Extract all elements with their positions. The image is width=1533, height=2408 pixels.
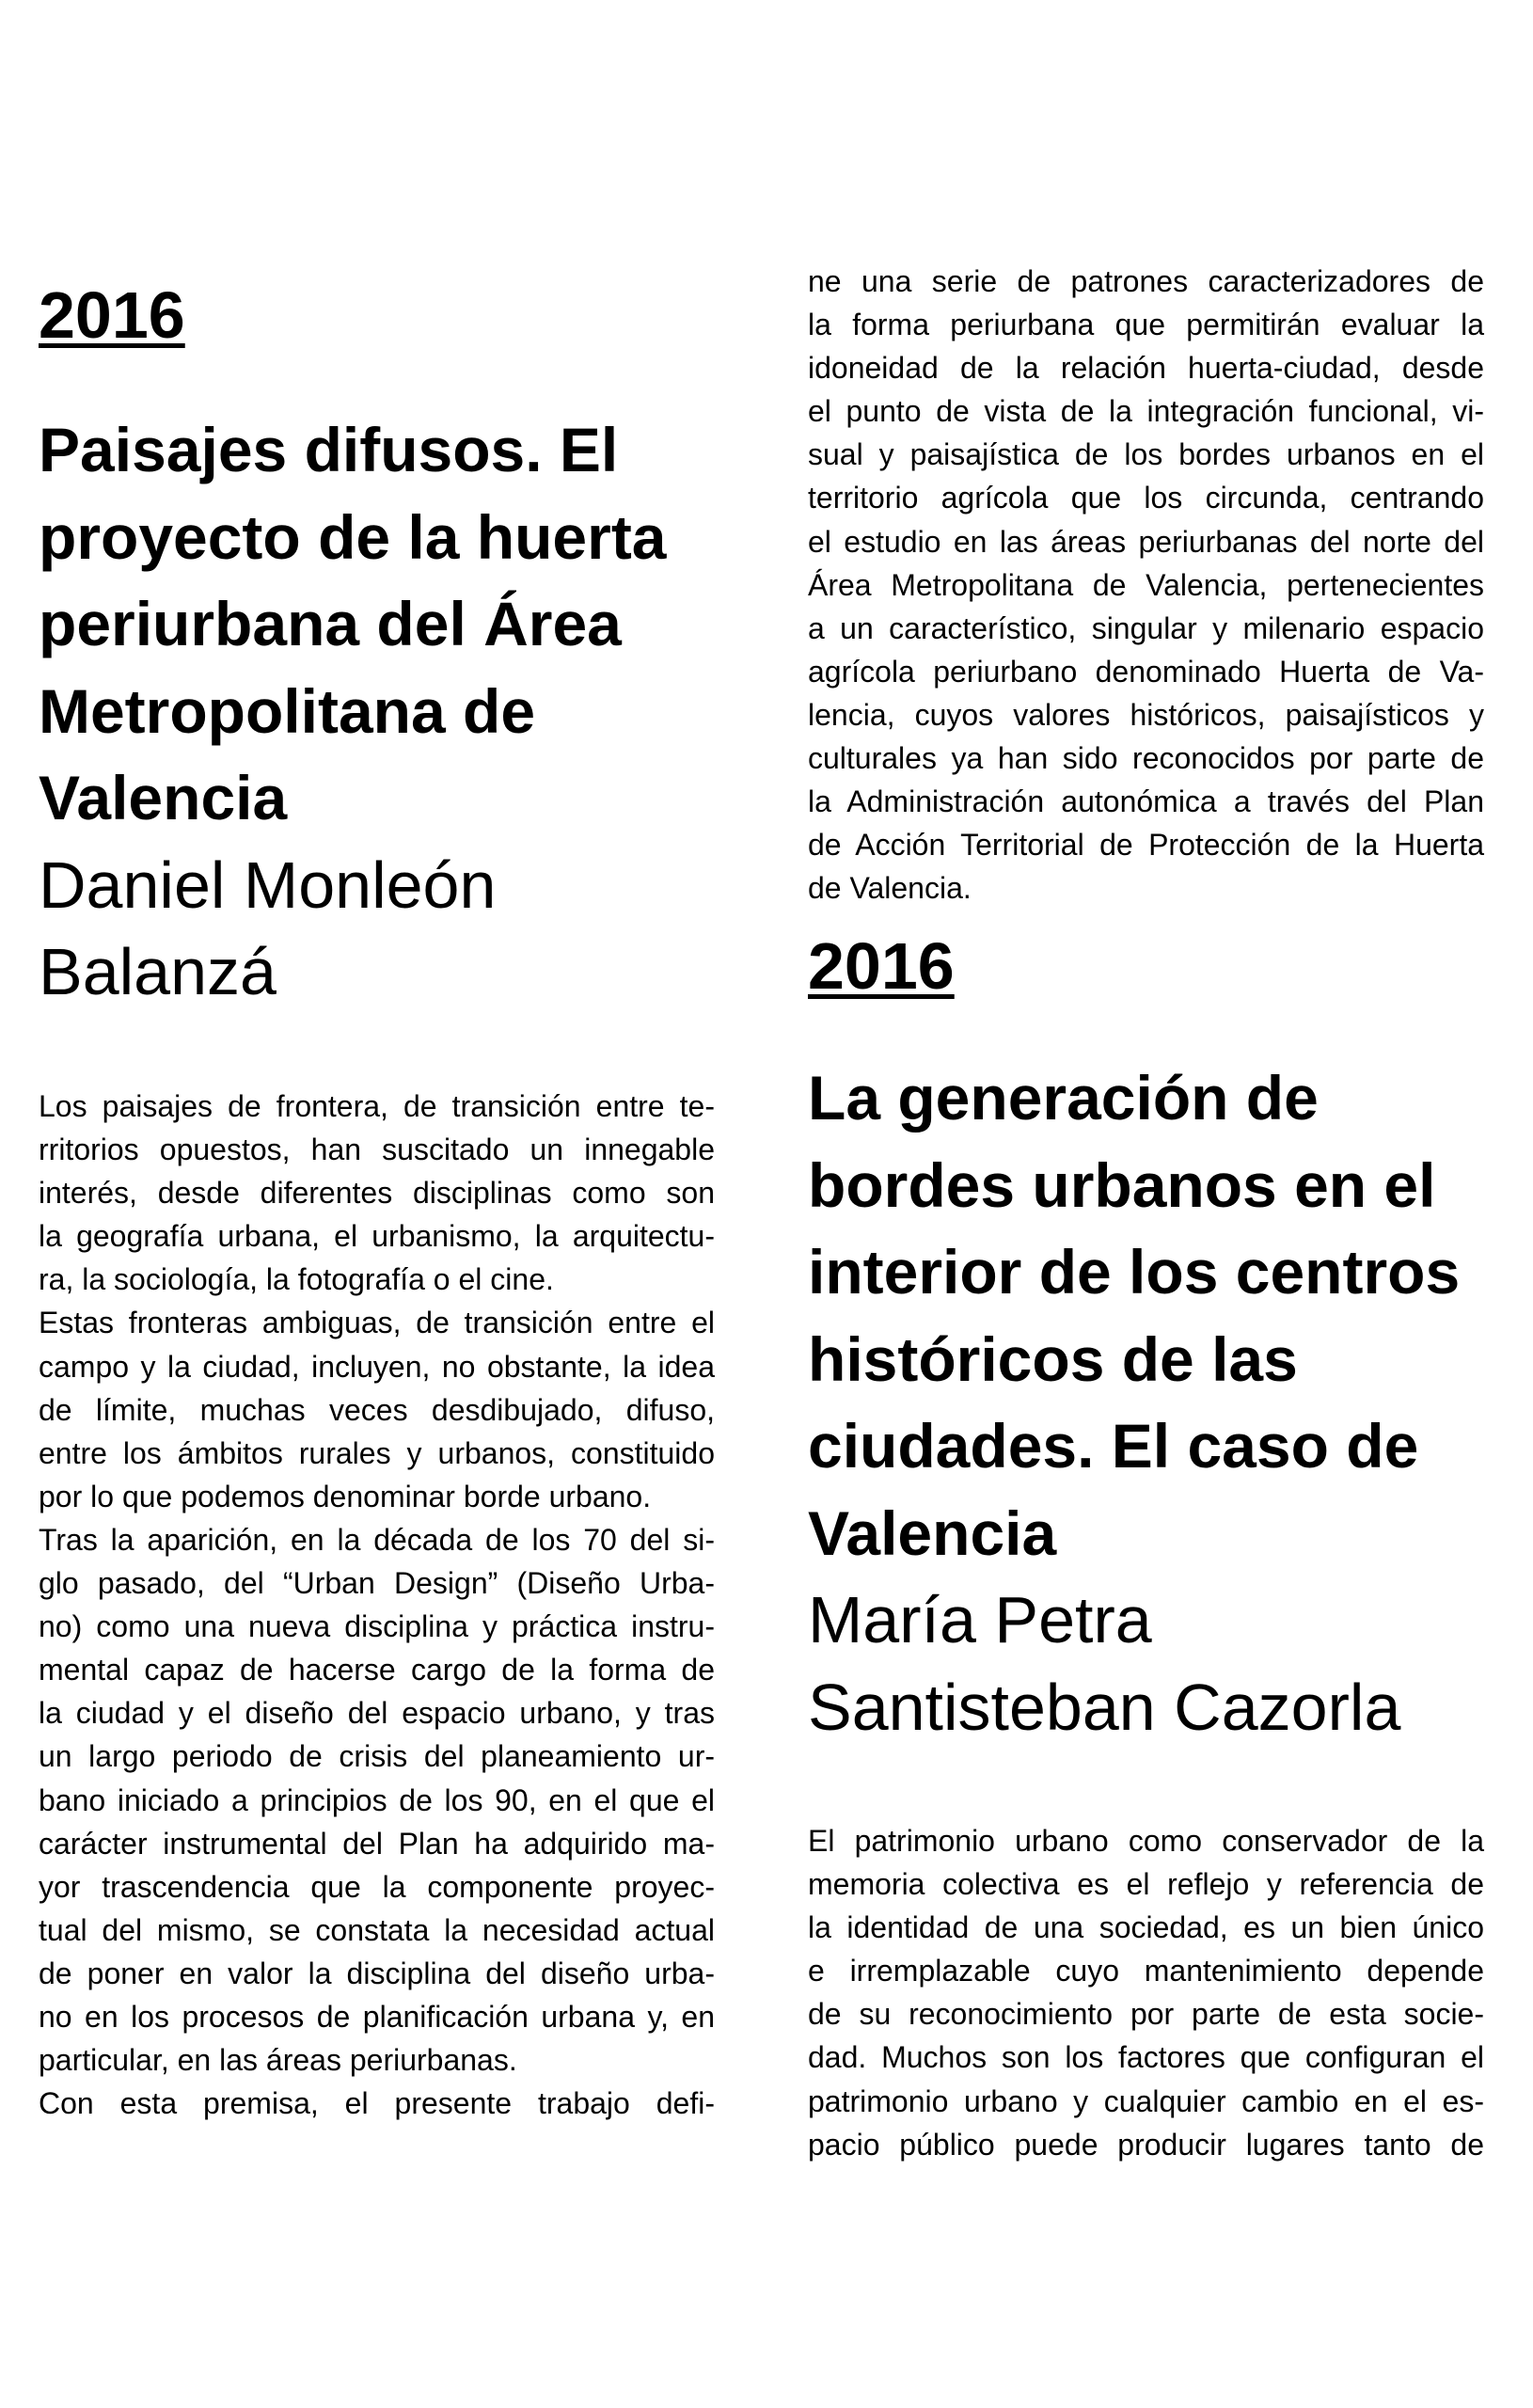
body-line: la forma periurbana que permitirán evaluar la	[808, 308, 1484, 342]
body-line: de Valencia.	[808, 871, 972, 906]
body-line: el estudio en las áreas periurbanas del norte del	[808, 524, 1484, 559]
body-line: bano iniciado a principios de los 90, en el que el	[39, 1782, 715, 1817]
body-line: interés, desde diferentes disciplinas como son	[39, 1176, 715, 1211]
abstract-paragraph	[39, 2082, 715, 2125]
title-line: proyecto de la huerta	[39, 501, 667, 572]
body-line: ra, la sociología, la fotografía o el cine.	[39, 1262, 554, 1297]
body-line: lencia, cuyos valores históricos, paisajísticos y	[808, 697, 1484, 732]
body-line: ne una serie de patrones caracterizadores de	[808, 264, 1484, 298]
title-line: La generación de	[808, 1063, 1319, 1133]
body-line: el punto de vista de la integración funcional, vi-	[808, 394, 1484, 429]
article-author	[808, 1576, 1484, 1751]
abstract-continued	[808, 260, 1484, 910]
body-line: memoria colectiva es el reflejo y referencia de	[808, 1867, 1484, 1902]
body-line: tual del mismo, se constata la necesidad actual	[39, 1912, 715, 1947]
abstract-paragraph	[39, 1085, 715, 1301]
abstract-paragraph	[808, 1819, 1484, 2166]
body-line: pacio público puede producir lugares tanto de	[808, 2127, 1484, 2162]
body-line: Con esta premisa, el presente trabajo defi-	[39, 2086, 715, 2121]
body-line: glo pasado, del “Urban Design” (Diseño Urba-	[39, 1566, 715, 1601]
body-line: entre los ámbitos rurales y urbanos, constituido	[39, 1435, 715, 1470]
body-line: dad. Muchos son los factores que configuran el	[808, 2040, 1484, 2075]
title-line: Paisajes difusos. El	[39, 415, 619, 484]
abstract	[808, 1819, 1484, 2166]
title-line: ciudades. El caso de	[808, 1411, 1419, 1481]
year-label: 2016	[39, 278, 185, 352]
author-line: María Petra	[808, 1583, 1152, 1656]
body-line: particular, en las áreas periurbanas.	[39, 2043, 517, 2078]
title-line: bordes urbanos en el	[808, 1149, 1436, 1220]
body-line: e irremplazable cuyo mantenimiento depende	[808, 1954, 1484, 1988]
article-author	[39, 842, 715, 1016]
body-line: la ciudad y el diseño del espacio urbano, y tras	[39, 1696, 715, 1731]
body-line: rritorios opuestos, han suscitado un innegable	[39, 1133, 715, 1167]
body-line: idoneidad de la relación huerta-ciudad, desde	[808, 351, 1484, 386]
abstract-paragraph	[39, 1301, 715, 1517]
body-line: agrícola periurbano denominado Huerta de Va-	[808, 654, 1484, 689]
body-line: Tras la aparición, en la década de los 70 del si-	[39, 1522, 715, 1557]
body-line: de poner en valor la disciplina del diseño urba-	[39, 1956, 715, 1990]
body-line: de límite, muchas veces desdibujado, difuso,	[39, 1392, 715, 1427]
title-line: periurbana del Área	[39, 589, 622, 658]
author-line: Balanzá	[39, 935, 277, 1008]
body-line: culturales ya han sido reconocidos por parte de	[808, 741, 1484, 776]
body-line: la geografía urbana, el urbanismo, la arquitectu-	[39, 1219, 715, 1254]
article-header	[39, 406, 715, 1016]
body-line: Área Metropolitana de Valencia, pertenecientes	[808, 567, 1484, 602]
title-line: históricos de las	[808, 1323, 1298, 1394]
author-line: Daniel Monleón	[39, 848, 497, 922]
body-line: Los paisajes de frontera, de transición entre te-	[39, 1089, 715, 1123]
body-line: mental capaz de hacerse cargo de la forma de	[39, 1653, 715, 1687]
title-line: interior de los centros	[808, 1237, 1461, 1307]
right-column	[808, 0, 1484, 2408]
year-label: 2016	[808, 929, 955, 1003]
title-line: Valencia	[808, 1497, 1057, 1568]
body-line: la Administración autonómica a través del Plan	[808, 784, 1484, 819]
body-line: carácter instrumental del Plan ha adquirido ma-	[39, 1826, 715, 1861]
abstract-paragraph	[39, 1518, 715, 2082]
article-title	[808, 1054, 1484, 1576]
body-line: territorio agrícola que los circunda, centrando	[808, 481, 1484, 515]
left-column	[39, 0, 715, 2408]
abstract-paragraph	[808, 260, 1484, 910]
body-line: de Acción Territorial de Protección de la Huerta	[808, 828, 1484, 863]
year-heading	[39, 277, 715, 353]
body-line: sual y paisajística de los bordes urbanos en el	[808, 437, 1484, 472]
title-line: Valencia	[39, 763, 288, 832]
article-header	[808, 1054, 1484, 1751]
body-line: no) como una nueva disciplina y práctica instru-	[39, 1609, 715, 1644]
body-line: yor trascendencia que la componente proyec-	[39, 1869, 715, 1904]
year-heading	[808, 928, 1484, 1004]
body-line: por lo que podemos denominar borde urbano.	[39, 1479, 652, 1513]
author-line: Santisteban Cazorla	[808, 1670, 1401, 1744]
body-line: un largo periodo de crisis del planeamiento ur-	[39, 1739, 715, 1774]
body-line: de su reconocimiento por parte de esta socie-	[808, 1997, 1484, 2032]
title-line: Metropolitana de	[39, 675, 536, 746]
body-line: Estas fronteras ambiguas, de transición entre el	[39, 1306, 715, 1340]
abstract	[39, 1085, 715, 2125]
body-line: no en los procesos de planificación urbana y, en	[39, 1999, 715, 2034]
body-line: la identidad de una sociedad, es un bien único	[808, 1910, 1484, 1945]
article-title	[39, 406, 715, 842]
body-line: campo y la ciudad, incluyen, no obstante, la idea	[39, 1349, 715, 1384]
body-line: El patrimonio urbano como conservador de la	[808, 1824, 1484, 1858]
body-line: a un característico, singular y milenario espacio	[808, 610, 1484, 645]
body-line: patrimonio urbano y cualquier cambio en el es-	[808, 2083, 1484, 2118]
